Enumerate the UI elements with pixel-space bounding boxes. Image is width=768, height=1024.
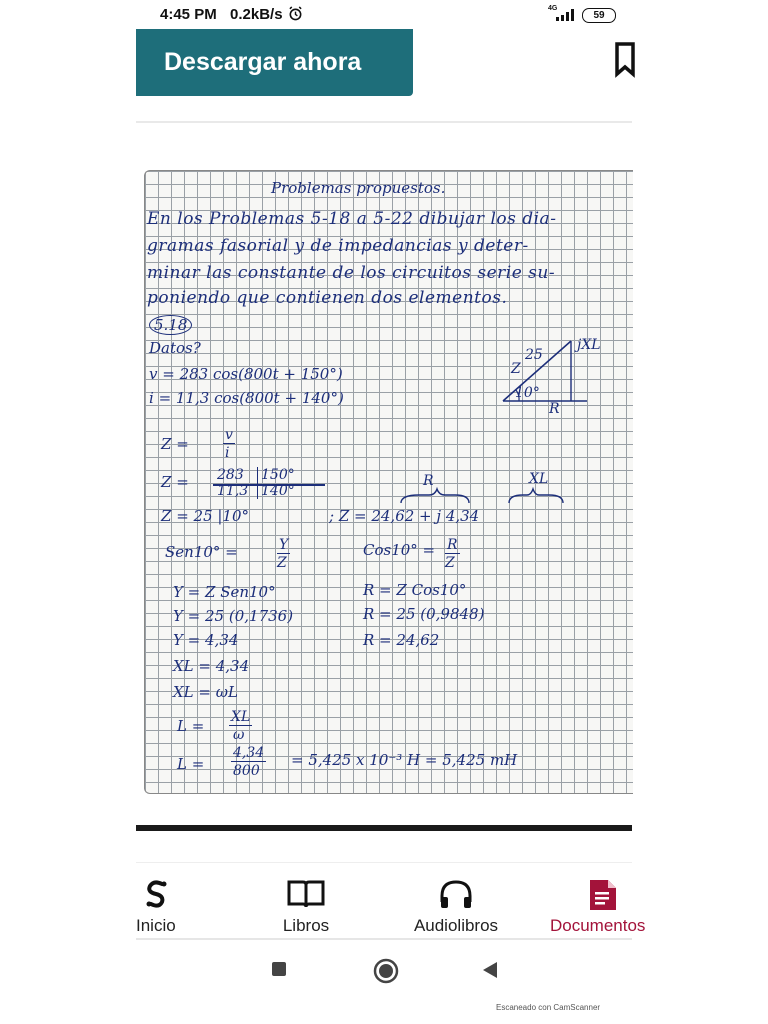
app-screen bbox=[136, 0, 646, 1024]
nav-label-audiolibros: Audiolibros bbox=[413, 916, 499, 935]
download-now-label: Descargar ahora bbox=[164, 48, 362, 76]
doc-title: Problemas propuestos. bbox=[271, 179, 446, 197]
camscanner-watermark: Escaneado con CamScanner bbox=[496, 1003, 601, 1012]
diagram-angle: 10° bbox=[515, 385, 540, 401]
bottom-nav-divider bbox=[136, 862, 632, 863]
doc-line-2: gramas fasorial y de impedancias y deter- bbox=[147, 236, 529, 256]
z-calc-lhs: Z = bbox=[161, 473, 189, 491]
sen-denominator: Z bbox=[277, 555, 287, 571]
step-r-2: R = 25 (0,9848) bbox=[363, 605, 485, 623]
bottom-nav-bottom-divider bbox=[136, 938, 632, 940]
l-final-numerator: 4,34 bbox=[233, 745, 265, 761]
doc-line-3: minar las constante de los circuitos serie su- bbox=[147, 263, 556, 283]
status-time: 4:45 PM bbox=[160, 6, 217, 23]
z-calc-numerator: 283 bbox=[217, 467, 244, 483]
battery-indicator: 59 bbox=[582, 8, 616, 23]
status-bar bbox=[136, 0, 632, 30]
l-def-numerator: XL bbox=[231, 709, 251, 725]
home-icon[interactable] bbox=[373, 958, 399, 989]
sen-numerator: Y bbox=[279, 537, 289, 553]
document-page bbox=[144, 170, 633, 794]
z-calc-denominator: 11,3 bbox=[217, 483, 249, 499]
header-divider bbox=[136, 121, 632, 123]
nav-label-documentos: Documentos bbox=[550, 916, 646, 935]
z-def-numerator: v bbox=[225, 427, 233, 443]
sen-lhs: Sen10° = bbox=[165, 543, 238, 561]
z-def-lhs: Z = bbox=[161, 435, 189, 453]
z-def-denominator: i bbox=[225, 445, 230, 461]
signal-icon bbox=[556, 8, 578, 26]
step-xl-2: XL = ωL bbox=[173, 683, 238, 701]
nav-tab-audiolibros[interactable] bbox=[404, 872, 508, 942]
step-r-1: R = Z Cos10° bbox=[363, 581, 467, 599]
download-now-button[interactable] bbox=[136, 29, 413, 96]
data-label: Datos? bbox=[149, 339, 201, 357]
doc-line-1: En los Problemas 5-18 a 5-22 dibujar los dia- bbox=[147, 209, 557, 229]
nav-tab-documentos[interactable] bbox=[550, 872, 646, 942]
cos-denominator: Z bbox=[445, 555, 455, 571]
z-calc-numerator-angle: 150° bbox=[257, 467, 295, 483]
nav-label-libros: Libros bbox=[282, 916, 330, 935]
l-def-lhs: L = bbox=[177, 717, 205, 735]
l-final-lhs: L = bbox=[177, 755, 205, 773]
nav-tab-libros[interactable] bbox=[276, 872, 336, 942]
diagram-jx-label: jXL bbox=[577, 337, 601, 353]
cos-numerator: R bbox=[447, 537, 458, 553]
step-r-3: R = 24,62 bbox=[363, 631, 440, 649]
document-bottom-edge bbox=[136, 825, 632, 831]
doc-line-4: poniendo que contienen dos elementos. bbox=[147, 288, 508, 308]
step-xl-1: XL = 4,34 bbox=[173, 657, 250, 675]
cos-lhs: Cos10° = bbox=[363, 541, 436, 559]
scribd-logo-icon bbox=[142, 878, 180, 910]
step-y-3: Y = 4,34 bbox=[173, 631, 239, 649]
l-def-denominator: ω bbox=[233, 727, 245, 743]
document-icon bbox=[588, 878, 632, 910]
brace-r-label: R bbox=[423, 473, 434, 489]
brace-xl-label: XL bbox=[529, 471, 549, 487]
z-calc-denominator-angle: 140° bbox=[257, 483, 295, 499]
recent-apps-icon[interactable] bbox=[272, 962, 286, 976]
bookmark-icon[interactable] bbox=[614, 42, 634, 81]
status-speed: 0.2kB/s bbox=[230, 6, 283, 23]
book-icon bbox=[276, 878, 336, 910]
step-y-2: Y = 25 (0,1736) bbox=[173, 607, 294, 625]
problem-number: 5.18 bbox=[149, 315, 192, 335]
alarm-icon bbox=[288, 6, 303, 26]
step-y-1: Y = Z Sen10° bbox=[173, 583, 276, 601]
diagram-z-label: Z bbox=[511, 361, 521, 377]
back-icon[interactable] bbox=[482, 961, 498, 984]
l-final-denominator: 800 bbox=[233, 763, 260, 779]
headphones-icon bbox=[404, 878, 508, 910]
diagram-z-magnitude: 25 bbox=[525, 347, 543, 363]
network-type: 4G bbox=[548, 5, 558, 12]
nav-label-inicio: Inicio bbox=[136, 916, 176, 935]
nav-tab-inicio[interactable] bbox=[136, 872, 180, 942]
current-equation: i = 11,3 cos(800t + 140°) bbox=[149, 389, 344, 407]
l-final-result: = 5,425 x 10⁻³ H = 5,425 mH bbox=[291, 751, 518, 769]
diagram-r-label: R bbox=[549, 401, 560, 417]
z-rect-result: ; Z = 24,62 + j 4,34 bbox=[329, 507, 480, 525]
z-polar-result: Z = 25 |10° bbox=[161, 507, 250, 525]
braces-drawing bbox=[399, 487, 569, 505]
voltage-equation: v = 283 cos(800t + 150°) bbox=[149, 365, 343, 383]
